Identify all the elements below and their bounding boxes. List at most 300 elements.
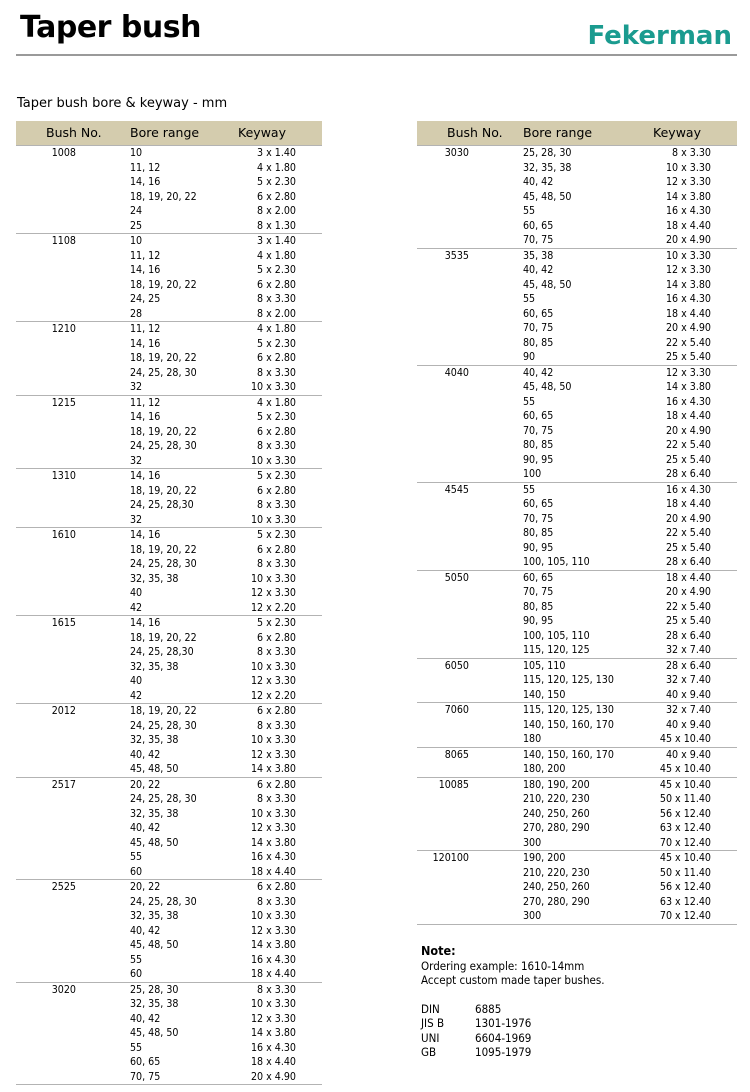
bore-range-cell: 35, 38	[521, 248, 633, 263]
bore-range-cell: 300	[523, 910, 542, 922]
keyway-cell: 12 x 2.20	[250, 601, 296, 614]
table-row	[417, 409, 737, 424]
keyway-cell: 4 x 1.80	[232, 395, 322, 410]
standard-name: JIS B	[421, 1016, 445, 1030]
table-row	[417, 146, 737, 161]
keyway-cell: 12 x 3.30	[250, 587, 296, 599]
keyway-cell: 28 x 6.40	[633, 658, 737, 673]
keyway-cell: 5 x 2.30	[232, 616, 322, 631]
bush-no-cell	[16, 498, 128, 513]
keyway-cell: 4 x 1.80	[257, 161, 296, 174]
table-row	[16, 748, 322, 763]
bush-no-cell	[417, 497, 521, 512]
rule-cell	[16, 1085, 128, 1086]
bush-no-cell	[16, 660, 128, 675]
bush-no-cell	[16, 572, 128, 587]
table-row	[417, 777, 737, 792]
bush-no-cell	[417, 321, 521, 336]
table-header-row	[16, 121, 322, 146]
bore-range-cell: 70, 75	[523, 512, 554, 525]
bush-no-cell: 3535	[417, 248, 521, 263]
bore-range-cell: 80, 85	[523, 600, 554, 613]
keyway-cell: 32 x 7.40	[665, 644, 711, 656]
bush-no-cell	[16, 689, 128, 704]
bore-range-cell: 14, 16	[130, 176, 161, 188]
keyway-cell: 20 x 4.90	[665, 586, 711, 598]
bush-no-cell	[417, 688, 521, 703]
keyway-cell: 20 x 4.90	[665, 424, 711, 437]
keyway-cell: 5 x 2.30	[257, 411, 296, 423]
bore-range-cell: 115, 120, 125, 130	[523, 674, 614, 686]
keyway-cell: 8 x 3.30	[257, 293, 296, 305]
keyway-cell: 18 x 4.40	[250, 968, 296, 980]
keyway-cell: 16 x 4.30	[665, 395, 711, 408]
bush-no-cell	[16, 337, 128, 352]
table-row	[417, 175, 737, 190]
bore-range-cell: 55	[130, 953, 143, 966]
table-row	[16, 880, 322, 895]
keyway-cell: 14 x 3.80	[250, 836, 296, 849]
standard-name: UNI	[421, 1030, 440, 1045]
bush-no-cell	[16, 924, 128, 939]
table-row	[16, 953, 322, 968]
table-header-row	[417, 121, 737, 146]
table-row	[16, 204, 322, 219]
keyway-cell: 6 x 2.80	[257, 352, 296, 364]
bore-range-cell: 80, 85	[523, 439, 554, 451]
bush-no-cell: 4545	[417, 482, 521, 497]
table-row	[16, 484, 322, 499]
bore-range-cell: 18, 19, 20, 22	[130, 352, 197, 364]
bore-range-cell: 18, 19, 20, 22	[130, 190, 197, 203]
keyway-cell: 8 x 3.30	[257, 558, 296, 570]
table-row	[417, 512, 737, 527]
bush-no-cell	[16, 719, 128, 734]
standard-row	[421, 1045, 605, 1060]
bore-range-cell: 60, 65	[523, 410, 554, 422]
note-line: Ordering example: 1610-14mm	[421, 958, 585, 973]
bush-no-cell	[417, 585, 521, 600]
bush-no-cell	[16, 439, 128, 454]
bore-range-cell: 14, 16	[130, 337, 161, 350]
bush-table-left	[16, 121, 322, 1085]
header-bush-no: Bush No.	[417, 121, 521, 146]
keyway-cell: 6 x 2.80	[232, 704, 322, 719]
table-row	[16, 425, 322, 440]
bore-range-cell: 105, 110	[521, 658, 633, 673]
bore-range-cell: 90, 95	[523, 541, 554, 554]
table-row	[417, 600, 737, 615]
bush-no-cell	[417, 307, 521, 322]
bore-range-cell: 55	[523, 395, 536, 408]
keyway-cell: 5 x 2.30	[232, 469, 322, 484]
table-row	[16, 645, 322, 660]
bush-no-cell	[417, 643, 521, 658]
bush-no-cell	[16, 601, 128, 616]
bush-no-cell	[16, 190, 128, 205]
header-keyway: Keyway	[633, 121, 737, 146]
keyway-cell: 16 x 4.30	[250, 851, 296, 863]
table-row	[16, 895, 322, 910]
bush-no-cell	[417, 424, 521, 439]
bush-no-cell: 1210	[16, 322, 128, 337]
keyway-cell: 5 x 2.30	[232, 528, 322, 543]
table-row	[16, 161, 322, 176]
table-row	[16, 997, 322, 1012]
bore-range-cell: 60, 65	[130, 1056, 161, 1068]
bore-range-cell: 300	[523, 836, 542, 849]
bore-range-cell: 18, 19, 20, 22	[130, 484, 197, 497]
bore-range-cell: 18, 19, 20, 22	[128, 704, 232, 719]
bore-range-cell: 24, 25	[130, 293, 161, 305]
keyway-cell: 8 x 2.00	[257, 307, 296, 320]
bore-range-cell: 45, 48, 50	[523, 278, 572, 291]
bore-range-cell: 32, 35, 38	[130, 734, 179, 746]
table-row	[16, 572, 322, 587]
bush-no-cell	[16, 366, 128, 381]
bore-range-cell: 55	[130, 851, 143, 863]
bush-no-cell	[417, 467, 521, 482]
table-row	[16, 469, 322, 484]
keyway-cell: 25 x 5.40	[665, 615, 711, 627]
table-row	[417, 614, 737, 629]
bore-range-cell: 100	[523, 468, 542, 480]
bore-range-cell: 40, 42	[523, 176, 554, 188]
keyway-cell: 16 x 4.30	[250, 1041, 296, 1054]
bush-no-cell	[16, 410, 128, 425]
standard-row	[421, 1031, 605, 1046]
table-row	[417, 321, 737, 336]
bore-range-cell: 40, 42	[523, 264, 554, 276]
keyway-cell: 70 x 12.40	[659, 910, 711, 922]
table-row	[417, 453, 737, 468]
keyway-cell: 10 x 3.30	[250, 660, 296, 673]
keyway-cell: 63 x 12.40	[659, 895, 711, 908]
bore-range-cell: 24, 25, 28,30	[130, 499, 194, 511]
bore-range-cell: 90	[523, 351, 536, 363]
table-row	[417, 643, 737, 658]
table-row	[16, 631, 322, 646]
bush-no-cell	[417, 512, 521, 527]
table-row	[417, 732, 737, 747]
keyway-cell: 22 x 5.40	[665, 336, 711, 349]
header-divider	[16, 54, 737, 56]
keyway-cell: 28 x 6.40	[665, 468, 711, 480]
bush-no-cell	[417, 204, 521, 219]
keyway-cell: 16 x 4.30	[250, 953, 296, 966]
keyway-cell: 25 x 5.40	[665, 541, 711, 554]
bush-no-cell: 3020	[16, 982, 128, 997]
keyway-cell: 18 x 4.40	[665, 307, 711, 320]
keyway-cell: 14 x 3.80	[665, 190, 711, 203]
bush-no-cell	[417, 175, 521, 190]
rule-cell	[521, 924, 633, 925]
keyway-cell: 40 x 9.40	[665, 718, 711, 731]
keyway-cell: 10 x 3.30	[250, 910, 296, 922]
bush-no-cell: 2012	[16, 704, 128, 719]
table-row	[16, 733, 322, 748]
bore-range-cell: 11, 12	[130, 161, 161, 174]
bush-no-cell	[417, 866, 521, 881]
table-row	[16, 513, 322, 528]
bush-no-cell	[16, 807, 128, 822]
bush-no-cell	[417, 732, 521, 747]
keyway-cell: 6 x 2.80	[232, 777, 322, 792]
table-row	[417, 204, 737, 219]
bush-no-cell	[16, 1012, 128, 1027]
keyway-cell: 50 x 11.40	[659, 866, 711, 879]
page-title: Taper bush	[20, 10, 201, 45]
bush-no-cell	[417, 629, 521, 644]
bore-range-cell: 24, 25, 28, 30	[130, 366, 197, 379]
table-row	[417, 219, 737, 234]
bore-range-cell: 24, 25, 28, 30	[130, 440, 197, 452]
bush-no-cell	[417, 909, 521, 924]
keyway-cell: 10 x 3.30	[250, 381, 296, 393]
table-row	[16, 249, 322, 264]
bush-no-cell	[16, 1041, 128, 1056]
table-row	[417, 497, 737, 512]
table-row	[16, 278, 322, 293]
bore-range-cell: 45, 48, 50	[130, 836, 179, 849]
table-row	[16, 850, 322, 865]
bush-no-cell: 120100	[417, 851, 521, 866]
standard-number: 6885	[475, 1001, 502, 1016]
bush-no-cell	[417, 880, 521, 895]
keyway-cell: 22 x 5.40	[665, 439, 711, 451]
bore-range-cell: 180, 200	[523, 763, 566, 775]
bore-range-cell: 42	[130, 601, 143, 614]
bush-no-cell	[16, 792, 128, 807]
keyway-cell: 22 x 5.40	[665, 600, 711, 613]
bore-range-cell: 32, 35, 38	[130, 660, 179, 673]
bore-range-cell: 32	[130, 381, 143, 393]
bush-no-cell	[417, 614, 521, 629]
table-row	[417, 438, 737, 453]
table-row	[16, 601, 322, 616]
bore-range-cell: 32, 35, 38	[523, 161, 572, 174]
header-bore-range: Bore range	[521, 121, 633, 146]
bore-range-cell: 70, 75	[523, 322, 554, 334]
keyway-cell: 12 x 3.30	[250, 1012, 296, 1025]
table-row	[16, 704, 322, 719]
bore-range-cell: 24, 25, 28, 30	[130, 793, 197, 805]
table-caption: Taper bush bore & keyway - mm	[17, 96, 228, 111]
bush-no-cell	[417, 555, 521, 570]
bush-no-cell	[16, 513, 128, 528]
bush-no-cell	[16, 909, 128, 924]
bore-range-cell: 55	[130, 1041, 143, 1054]
keyway-cell: 8 x 3.30	[257, 499, 296, 511]
keyway-cell: 10 x 3.30	[250, 454, 296, 467]
bore-range-cell: 45, 48, 50	[130, 763, 179, 775]
table-row	[417, 703, 737, 718]
bore-range-cell: 11, 12	[128, 395, 232, 410]
bore-range-cell: 11, 12	[128, 322, 232, 337]
bore-range-cell: 80, 85	[523, 336, 554, 349]
bush-no-cell	[16, 175, 128, 190]
keyway-cell: 8 x 1.30	[257, 219, 296, 232]
keyway-cell: 14 x 3.80	[250, 763, 296, 775]
bush-no-cell	[417, 409, 521, 424]
rule-cell	[633, 924, 737, 925]
table-row	[16, 924, 322, 939]
keyway-cell: 10 x 3.30	[250, 998, 296, 1010]
table-row	[16, 234, 322, 249]
bore-range-cell: 25	[130, 219, 143, 232]
keyway-cell: 56 x 12.40	[659, 881, 711, 893]
bore-range-cell: 140, 150, 160, 170	[523, 718, 614, 731]
keyway-cell: 14 x 3.80	[665, 278, 711, 291]
table-row	[417, 866, 737, 881]
table-row	[417, 718, 737, 733]
standard-number: 1095-1979	[475, 1045, 532, 1059]
bore-range-cell: 140, 150	[523, 688, 566, 701]
bore-range-cell: 70, 75	[130, 1070, 161, 1083]
bore-range-cell: 14, 16	[128, 616, 232, 631]
table-row	[16, 410, 322, 425]
bush-no-cell	[417, 718, 521, 733]
table-row	[16, 351, 322, 366]
keyway-cell: 45 x 10.40	[633, 851, 737, 866]
keyway-cell: 6 x 2.80	[257, 278, 296, 291]
bore-range-cell: 270, 280, 290	[523, 822, 590, 834]
bush-no-cell	[16, 836, 128, 851]
table-row	[417, 424, 737, 439]
table-row	[16, 557, 322, 572]
table-row	[16, 366, 322, 381]
table-row	[16, 792, 322, 807]
keyway-cell: 10 x 3.30	[250, 807, 296, 820]
keyway-cell: 12 x 3.30	[250, 748, 296, 761]
keyway-cell: 12 x 3.30	[250, 924, 296, 937]
keyway-cell: 12 x 2.20	[250, 689, 296, 702]
keyway-cell: 25 x 5.40	[665, 453, 711, 466]
bore-range-cell: 60, 65	[523, 219, 554, 232]
standard-row	[421, 1016, 605, 1031]
bush-no-cell	[16, 278, 128, 293]
keyway-cell: 8 x 3.30	[257, 895, 296, 908]
table-row	[417, 233, 737, 248]
keyway-cell: 22 x 5.40	[665, 527, 711, 539]
bore-range-cell: 25, 28, 30	[128, 982, 232, 997]
table-row	[16, 292, 322, 307]
bore-range-cell: 20, 22	[128, 880, 232, 895]
bush-no-cell	[417, 395, 521, 410]
table-row	[417, 688, 737, 703]
bush-no-cell	[16, 997, 128, 1012]
bore-range-cell: 18, 19, 20, 22	[130, 543, 197, 556]
bush-no-cell	[417, 380, 521, 395]
bore-range-cell: 240, 250, 260	[523, 807, 590, 820]
keyway-cell: 25 x 5.40	[665, 351, 711, 363]
bore-range-cell: 60, 65	[523, 498, 554, 510]
bush-no-cell: 1215	[16, 395, 128, 410]
keyway-cell: 6 x 2.80	[257, 190, 296, 203]
bore-range-cell: 80, 85	[523, 527, 554, 539]
bore-range-cell: 11, 12	[130, 249, 161, 262]
keyway-cell: 18 x 4.40	[633, 570, 737, 585]
note-spacer	[421, 988, 605, 1002]
bush-no-cell	[16, 204, 128, 219]
table-row	[417, 365, 737, 380]
table-bottom-rule	[16, 1085, 322, 1086]
bush-no-cell	[16, 249, 128, 264]
bush-no-cell	[16, 351, 128, 366]
bore-range-cell: 60, 65	[521, 570, 633, 585]
keyway-cell: 32 x 7.40	[633, 703, 737, 718]
keyway-cell: 6 x 2.80	[257, 631, 296, 644]
bore-range-cell: 45, 48, 50	[523, 190, 572, 203]
bore-range-cell: 10	[128, 146, 232, 161]
bore-range-cell: 24	[130, 205, 143, 217]
bore-range-cell: 40, 42	[521, 365, 633, 380]
bush-no-cell: 6050	[417, 658, 521, 673]
bush-no-cell	[16, 292, 128, 307]
table-row	[16, 146, 322, 161]
bore-range-cell: 45, 48, 50	[130, 1027, 179, 1039]
rule-cell	[232, 1085, 322, 1086]
keyway-cell: 6 x 2.80	[232, 880, 322, 895]
keyway-cell: 3 x 1.40	[232, 234, 322, 249]
bore-range-cell: 32	[130, 513, 143, 526]
bore-range-cell: 45, 48, 50	[130, 939, 179, 951]
bush-no-cell: 4040	[417, 365, 521, 380]
bore-range-cell: 28	[130, 307, 143, 320]
bore-range-cell: 45, 48, 50	[523, 381, 572, 393]
table-row	[417, 585, 737, 600]
standard-name: GB	[421, 1045, 437, 1059]
bush-no-cell	[417, 526, 521, 541]
bush-no-cell: 7060	[417, 703, 521, 718]
bush-no-cell	[16, 762, 128, 777]
bush-no-cell	[16, 484, 128, 499]
bore-range-cell: 24, 25, 28, 30	[130, 895, 197, 908]
table-row	[16, 498, 322, 513]
keyway-cell: 20 x 4.90	[665, 234, 711, 246]
table-row	[417, 161, 737, 176]
table-row	[417, 307, 737, 322]
bore-range-cell: 40	[130, 587, 143, 599]
bush-no-cell	[16, 380, 128, 395]
keyway-cell: 5 x 2.30	[257, 264, 296, 276]
standard-number: 6604-1969	[475, 1030, 532, 1045]
table-row	[417, 380, 737, 395]
bore-range-cell: 40	[130, 675, 143, 687]
table-row	[16, 909, 322, 924]
table-row	[417, 762, 737, 777]
table-row	[16, 719, 322, 734]
keyway-cell: 16 x 4.30	[633, 482, 737, 497]
bush-no-cell	[16, 895, 128, 910]
keyway-cell: 6 x 2.80	[257, 425, 296, 438]
bush-no-cell	[16, 161, 128, 176]
keyway-cell: 56 x 12.40	[659, 807, 711, 820]
brand-logo: Fekerman	[587, 21, 732, 51]
keyway-cell: 10 x 3.30	[633, 248, 737, 263]
table-bottom-rule	[417, 924, 737, 925]
bore-range-cell: 40, 42	[130, 924, 161, 937]
table-row	[16, 762, 322, 777]
keyway-cell: 28 x 6.40	[665, 556, 711, 568]
bore-range-cell: 210, 220, 230	[523, 793, 590, 805]
bush-no-cell	[417, 263, 521, 278]
keyway-cell: 14 x 3.80	[665, 381, 711, 393]
table-row	[417, 807, 737, 822]
keyway-cell: 18 x 4.40	[250, 865, 296, 878]
standard-number: 1301-1976	[475, 1016, 532, 1030]
table-row	[16, 219, 322, 234]
